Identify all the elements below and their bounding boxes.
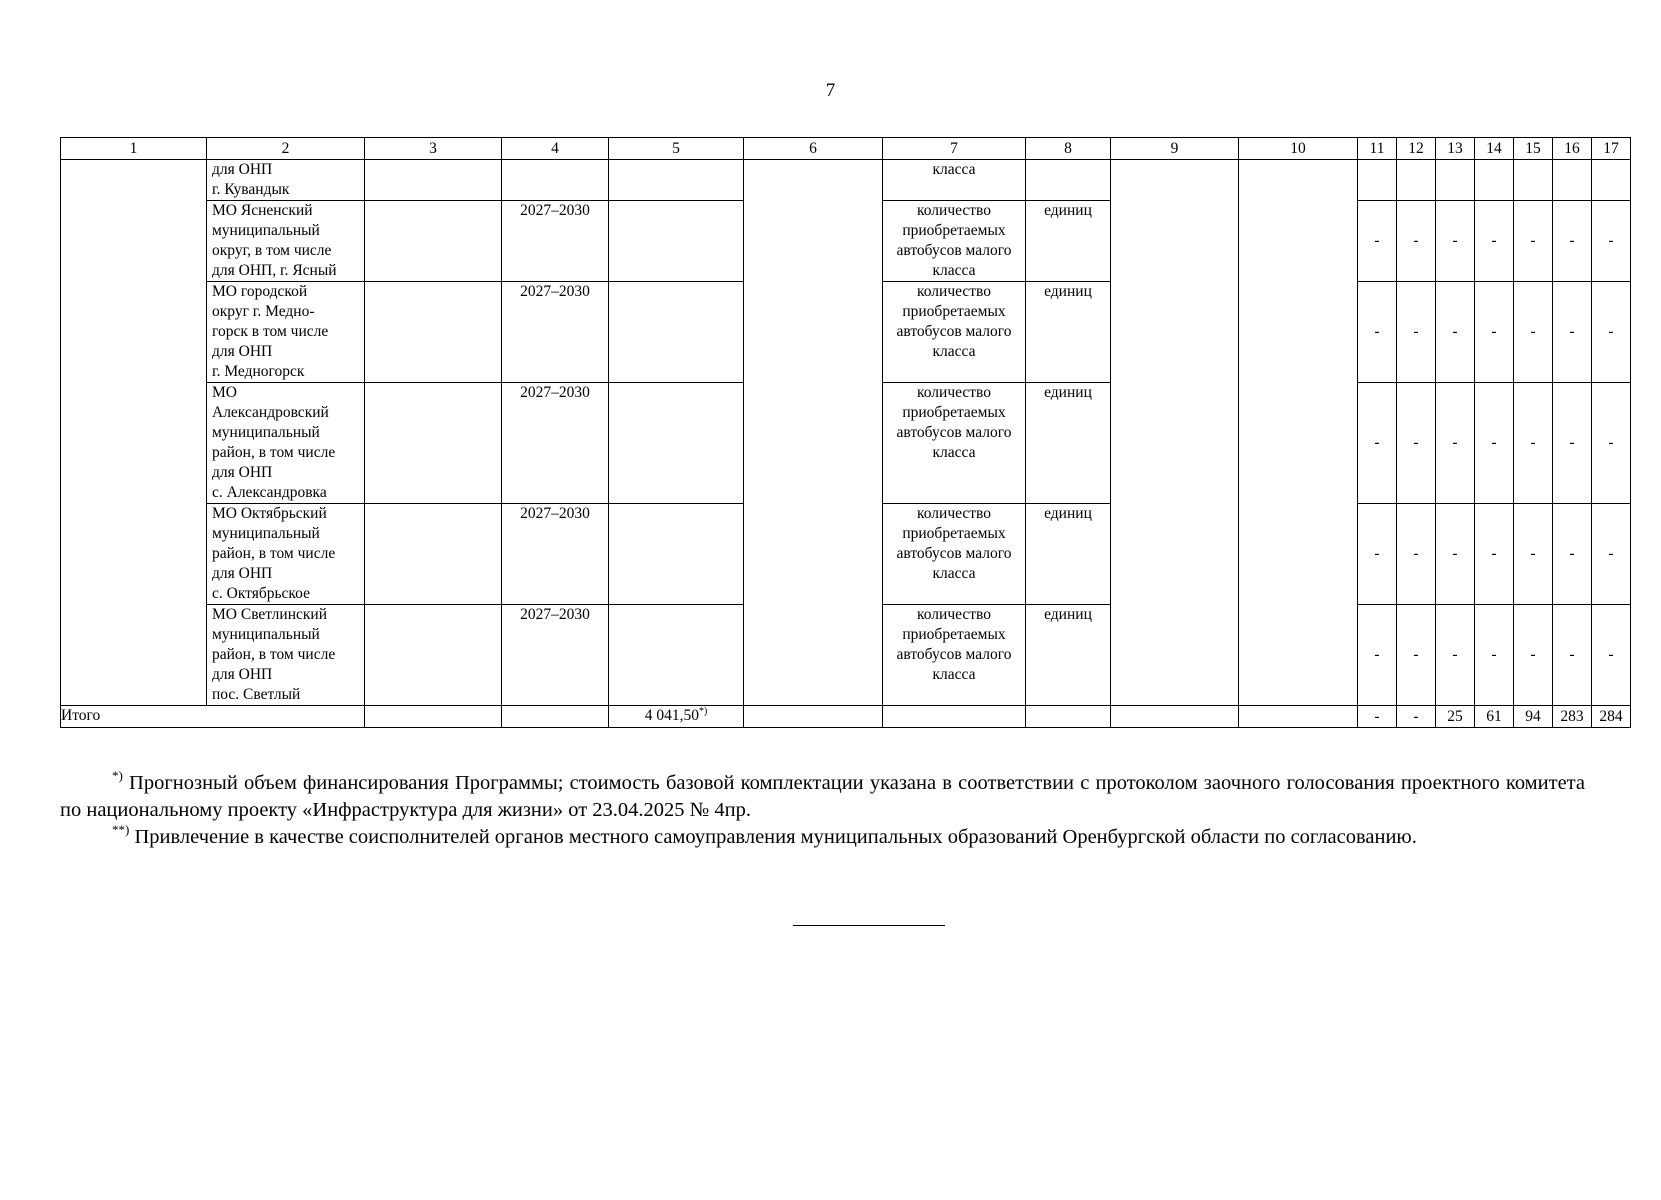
year-value-cell: - [1475, 282, 1514, 383]
municipality-line: с. Александровка [212, 484, 327, 501]
municipality-line: г. Медногорск [212, 363, 305, 380]
year-value-cell: - [1514, 383, 1553, 504]
indicator-line: класса [932, 444, 976, 461]
total-col8 [1026, 706, 1111, 728]
year-value-cell: - [1553, 383, 1592, 504]
year-value-cell: - [1358, 383, 1397, 504]
column-number: 5 [609, 138, 744, 160]
indicator-line: приобретаемых [902, 222, 1006, 239]
footnote-1-mark: *) [112, 768, 123, 783]
total-year-value: - [1358, 706, 1397, 728]
year-value-cell: - [1514, 504, 1553, 605]
period-cell: 2027–2030 [502, 504, 609, 605]
total-year-value: 94 [1514, 706, 1553, 728]
year-value-cell [1514, 160, 1553, 201]
indicator-line: класса [932, 666, 976, 683]
year-value-cell: - [1397, 605, 1436, 706]
indicator-cell [883, 605, 1026, 706]
municipality-line: муниципальный [212, 525, 320, 542]
page-number: 7 [825, 80, 836, 101]
total-row [61, 706, 1631, 728]
year-value-cell: - [1397, 201, 1436, 282]
indicator-line: количество [917, 505, 991, 522]
year-value-cell: - [1553, 201, 1592, 282]
indicator-line: автобусов малого [896, 545, 1012, 562]
period-cell: 2027–2030 [502, 383, 609, 504]
municipality-line: Александровский [212, 404, 329, 421]
unit-cell [1026, 160, 1111, 201]
program-table [60, 137, 1631, 728]
unit-cell: единиц [1026, 282, 1111, 383]
col3-cell [365, 201, 502, 282]
municipality-line: горск в том числе [212, 323, 329, 340]
year-value-cell [1553, 160, 1592, 201]
indicator-cell [883, 201, 1026, 282]
year-value-cell: - [1436, 383, 1475, 504]
column-number: 3 [365, 138, 502, 160]
col3-cell [365, 383, 502, 504]
indicator-line: автобусов малого [896, 646, 1012, 663]
column-number: 10 [1239, 138, 1358, 160]
unit-cell: единиц [1026, 201, 1111, 282]
total-year-value: 283 [1553, 706, 1592, 728]
year-value-cell: - [1436, 282, 1475, 383]
municipality-line: район, в том числе [212, 545, 336, 562]
total-financing-mark: *) [698, 706, 708, 717]
column-number: 15 [1514, 138, 1553, 160]
indicator-line: класса [932, 565, 976, 582]
total-year-value: 61 [1475, 706, 1514, 728]
period-cell: 2027–2030 [502, 282, 609, 383]
column-number: 16 [1553, 138, 1592, 160]
municipality-line: пос. Светлый [212, 686, 301, 703]
indicator-line: количество [917, 606, 991, 623]
column-number: 9 [1111, 138, 1239, 160]
period-cell [502, 160, 609, 201]
financing-cell [609, 504, 744, 605]
year-value-cell: - [1358, 605, 1397, 706]
municipality-cell [207, 201, 365, 282]
indicator-line: класса [932, 343, 976, 360]
indicator-line: приобретаемых [902, 404, 1006, 421]
year-value-cell: - [1475, 201, 1514, 282]
col3-cell [365, 160, 502, 201]
year-value-cell: - [1592, 383, 1631, 504]
municipality-line: округ, в том числе [212, 242, 332, 259]
column-number: 13 [1436, 138, 1475, 160]
col6-cell [744, 160, 883, 706]
municipality-line: МО Светлинский [212, 606, 328, 623]
year-value-cell: - [1514, 282, 1553, 383]
municipality-line: район, в том числе [212, 444, 336, 461]
total-col9 [1111, 706, 1239, 728]
column-number: 14 [1475, 138, 1514, 160]
col9-cell [1111, 160, 1239, 706]
total-col7 [883, 706, 1026, 728]
indicator-line: количество [917, 384, 991, 401]
year-value-cell: - [1397, 383, 1436, 504]
municipality-line: для ОНП [212, 161, 273, 178]
year-value-cell: - [1397, 282, 1436, 383]
col10-cell [1239, 160, 1358, 706]
total-col6 [744, 706, 883, 728]
year-value-cell: - [1475, 504, 1514, 605]
year-value-cell [1475, 160, 1514, 201]
column-number: 7 [883, 138, 1026, 160]
municipality-cell [207, 282, 365, 383]
year-value-cell: - [1475, 383, 1514, 504]
unit-cell: единиц [1026, 383, 1111, 504]
municipality-line: муниципальный [212, 222, 320, 239]
financing-cell [609, 201, 744, 282]
year-value-cell: - [1514, 605, 1553, 706]
municipality-line: МО городской [212, 283, 308, 300]
indicator-line: количество [917, 283, 991, 300]
indicator-line: приобретаемых [902, 626, 1006, 643]
year-value-cell [1358, 160, 1397, 201]
year-value-cell: - [1592, 504, 1631, 605]
municipality-line: г. Кувандык [212, 181, 290, 198]
year-value-cell [1397, 160, 1436, 201]
municipality-line: для ОНП [212, 565, 273, 582]
total-year-value: 25 [1436, 706, 1475, 728]
municipality-line: для ОНП [212, 464, 273, 481]
column-number: 4 [502, 138, 609, 160]
municipality-cell [207, 504, 365, 605]
municipality-line: МО [212, 384, 237, 401]
end-rule [793, 925, 945, 926]
indicator-line: количество [917, 202, 991, 219]
total-col3 [365, 706, 502, 728]
year-value-cell: - [1553, 282, 1592, 383]
indicator-line: автобусов малого [896, 323, 1012, 340]
year-value-cell: - [1436, 504, 1475, 605]
year-value-cell: - [1553, 504, 1592, 605]
financing-cell [609, 282, 744, 383]
indicator-cell [883, 282, 1026, 383]
footnote-2 [60, 824, 1585, 851]
column-number: 8 [1026, 138, 1111, 160]
year-value-cell: - [1514, 201, 1553, 282]
total-col4 [502, 706, 609, 728]
year-value-cell [1592, 160, 1631, 201]
column-number: 6 [744, 138, 883, 160]
municipality-line: для ОНП, г. Ясный [212, 262, 337, 279]
year-value-cell: - [1436, 201, 1475, 282]
unit-cell: единиц [1026, 504, 1111, 605]
column-number-row [61, 138, 1631, 160]
year-value-cell: - [1397, 504, 1436, 605]
indicator-cell [883, 504, 1026, 605]
financing-cell [609, 383, 744, 504]
footnotes [60, 770, 1585, 851]
year-value-cell: - [1592, 605, 1631, 706]
total-year-value: 284 [1592, 706, 1631, 728]
municipality-line: муниципальный [212, 424, 320, 441]
col3-cell [365, 282, 502, 383]
indicator-line: класса [932, 262, 976, 279]
total-financing-value: 4 041,50 [644, 707, 699, 724]
year-value-cell: - [1358, 282, 1397, 383]
municipality-line: с. Октябрьское [212, 585, 310, 602]
footnote-1-text: Прогнозный объем финансирования Программы; стоимость базовой комплектации указана в соответствии с протоколом заочного голосования проектного комитета по национальному проекту «Инфраструктура для жизни» от 23.04.2025 № 4пр. [60, 772, 1585, 821]
footnote-2-text: Привлечение в качестве соисполнителей органов местного самоуправления муниципальных образований Оренбургской области по согласованию. [129, 826, 1417, 848]
unit-cell: единиц [1026, 605, 1111, 706]
indicator-line: автобусов малого [896, 242, 1012, 259]
municipality-line: для ОНП [212, 343, 273, 360]
year-value-cell [1436, 160, 1475, 201]
municipality-line: МО Ясненский [212, 202, 313, 219]
year-value-cell: - [1553, 605, 1592, 706]
year-value-cell: - [1592, 282, 1631, 383]
municipality-cell [207, 383, 365, 504]
indicator-line: автобусов малого [896, 424, 1012, 441]
municipality-line: МО Октябрьский [212, 505, 327, 522]
municipality-line: район, в том числе [212, 646, 336, 663]
municipality-line: округ г. Медно- [212, 303, 315, 320]
year-value-cell: - [1358, 201, 1397, 282]
indicator-line: класса [932, 161, 976, 178]
period-cell: 2027–2030 [502, 201, 609, 282]
indicator-line: приобретаемых [902, 303, 1006, 320]
year-value-cell: - [1436, 605, 1475, 706]
total-label: Итого [61, 706, 365, 728]
indicator-line: приобретаемых [902, 525, 1006, 542]
financing-cell [609, 605, 744, 706]
municipality-line: муниципальный [212, 626, 320, 643]
column-number: 11 [1358, 138, 1397, 160]
year-value-cell: - [1475, 605, 1514, 706]
column-number: 1 [61, 138, 207, 160]
indicator-cell [883, 383, 1026, 504]
total-financing [609, 706, 744, 728]
column-number: 17 [1592, 138, 1631, 160]
footnote-2-mark: **) [112, 822, 130, 837]
total-year-value: - [1397, 706, 1436, 728]
period-cell: 2027–2030 [502, 605, 609, 706]
footnote-1 [60, 770, 1585, 824]
col3-cell [365, 504, 502, 605]
municipality-line: для ОНП [212, 666, 273, 683]
municipality-cell [207, 160, 365, 201]
col3-cell [365, 605, 502, 706]
year-value-cell: - [1358, 504, 1397, 605]
indicator-cell [883, 160, 1026, 201]
financing-cell [609, 160, 744, 201]
column-number: 2 [207, 138, 365, 160]
table-row [61, 160, 1631, 201]
col1-cell [61, 160, 207, 706]
column-number: 12 [1397, 138, 1436, 160]
municipality-cell [207, 605, 365, 706]
total-col10 [1239, 706, 1358, 728]
year-value-cell: - [1592, 201, 1631, 282]
